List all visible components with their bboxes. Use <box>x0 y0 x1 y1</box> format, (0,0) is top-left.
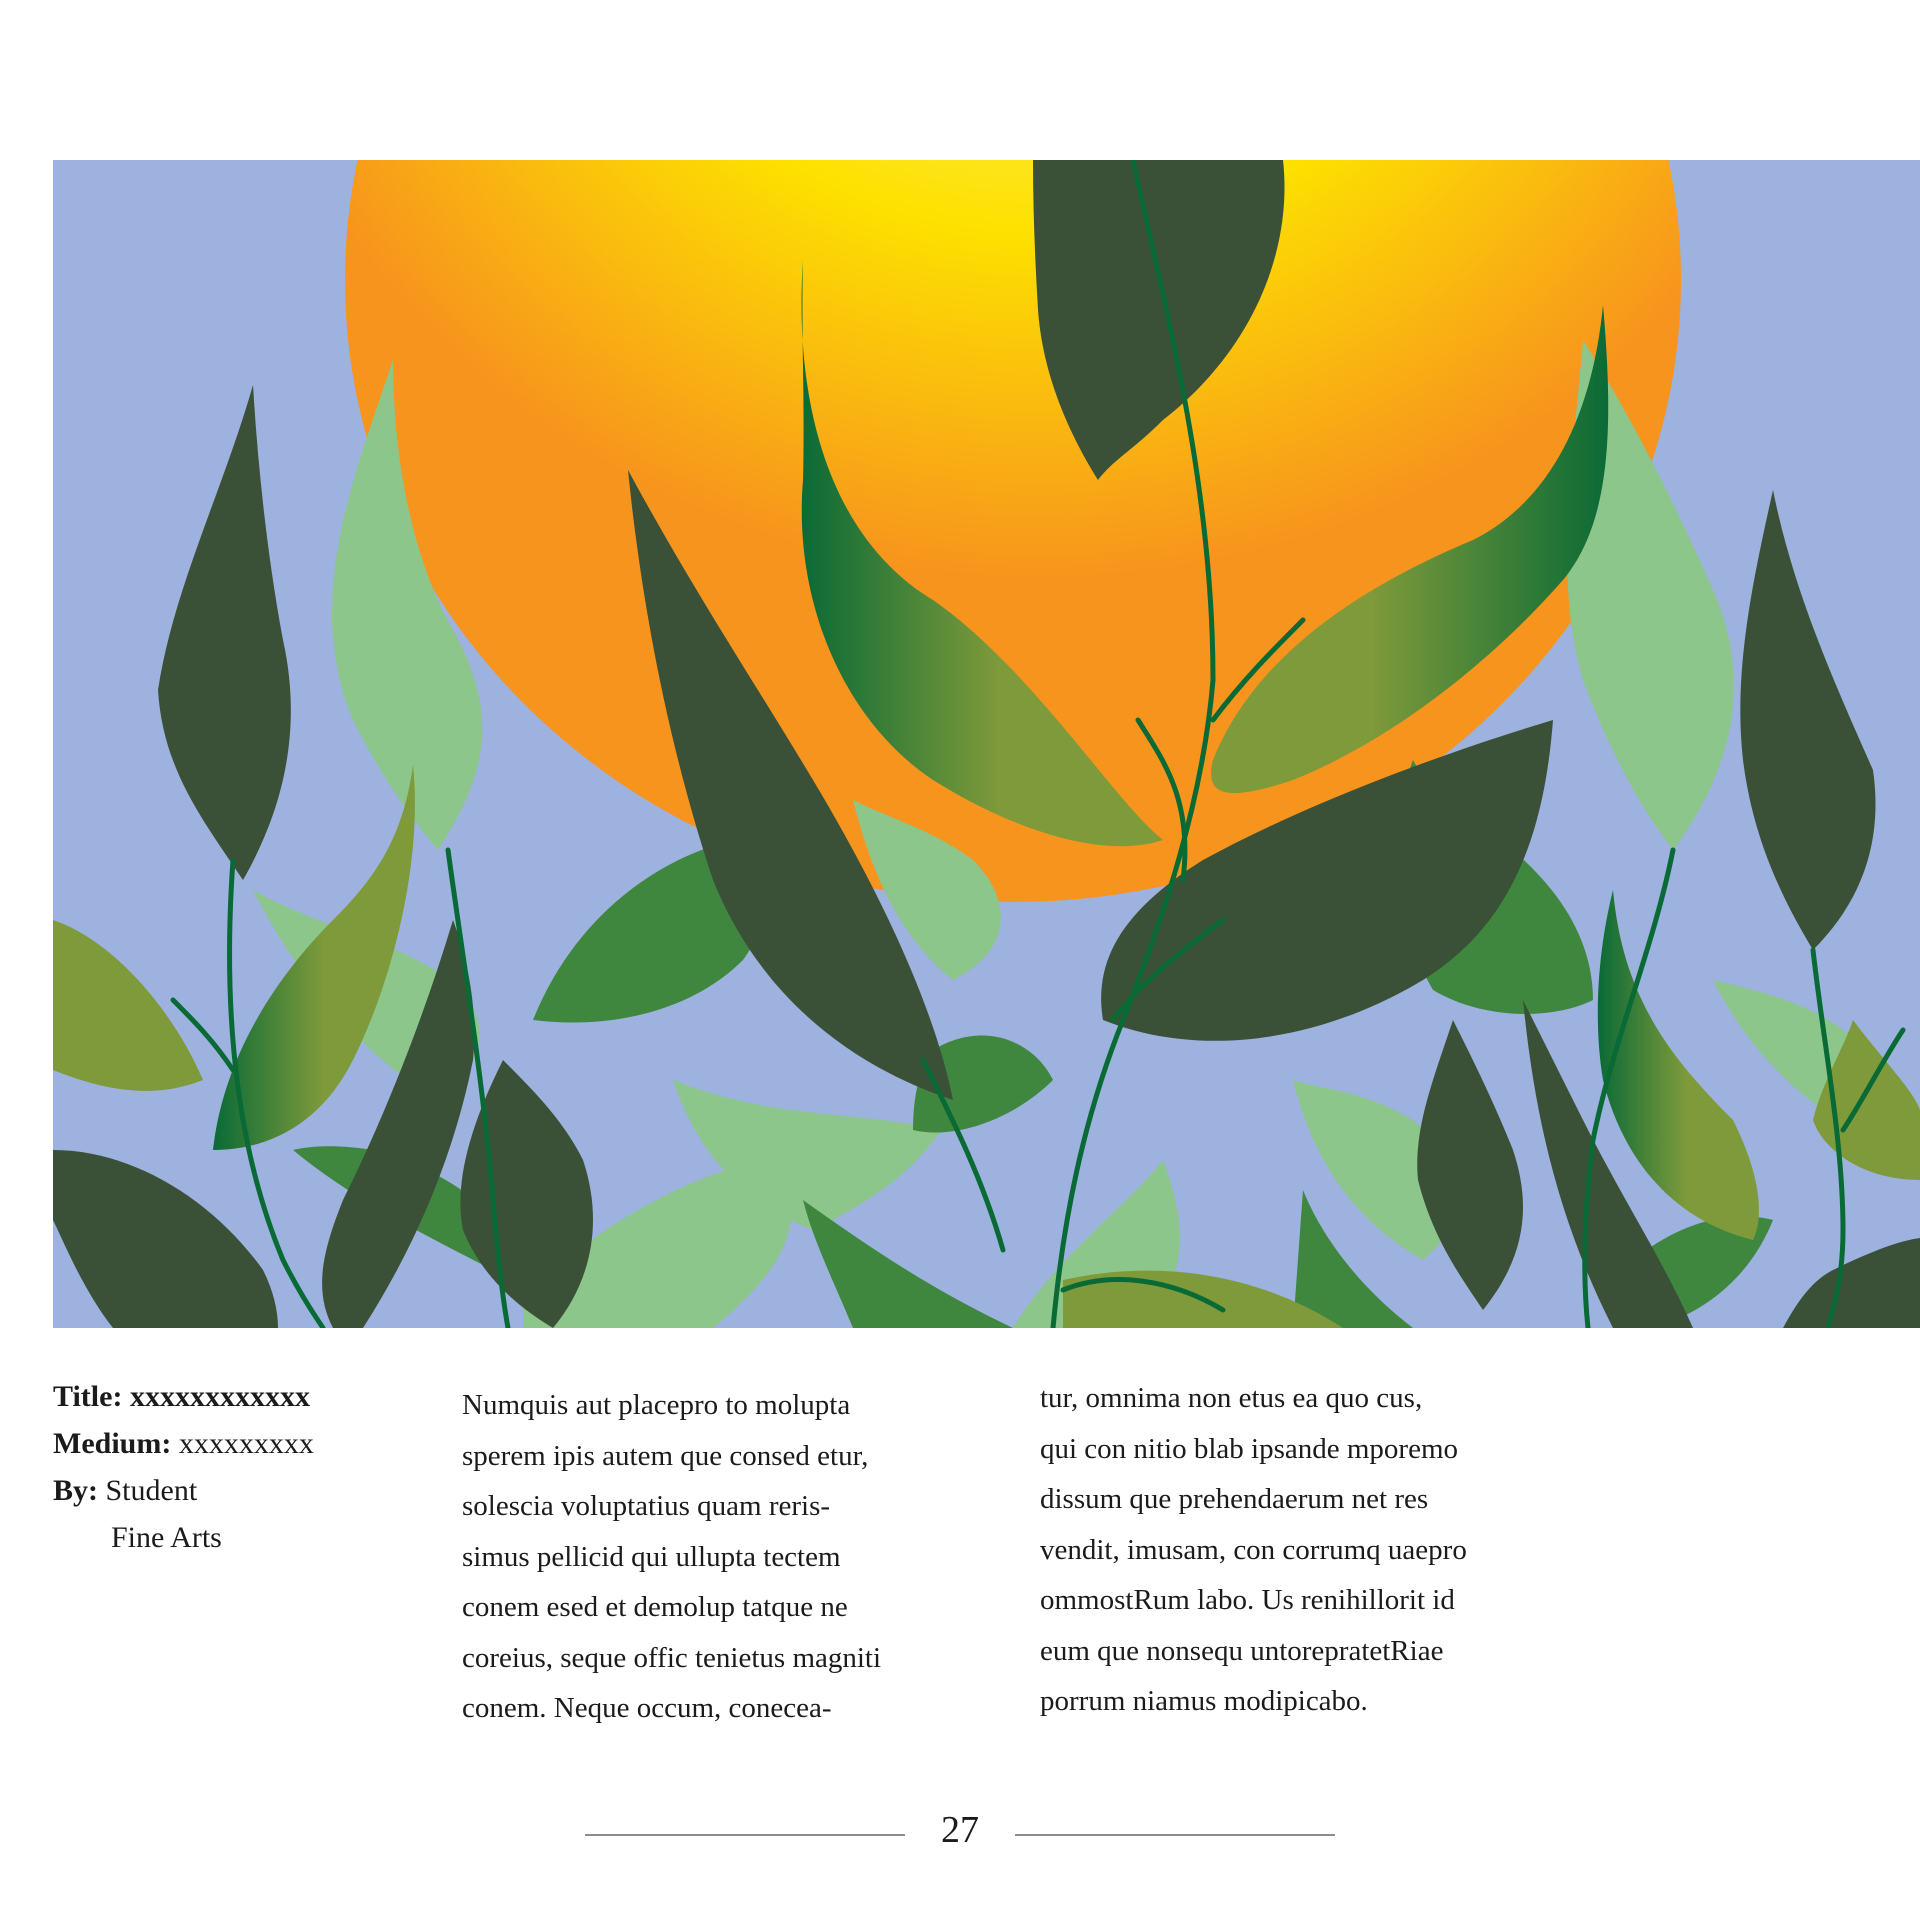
text-line: sperem ipis autem que consed etur, <box>462 1439 869 1472</box>
text-line: vendit, imusam, con corrumq uaepro <box>1040 1533 1467 1566</box>
text-line: ommostRum labo. Us renihillorit id <box>1040 1584 1455 1616</box>
department-row <box>53 1514 314 1561</box>
body-column-2 <box>1040 1373 1580 1727</box>
text-line: Numquis aut placepro to molupta <box>462 1389 851 1421</box>
title-row <box>53 1373 314 1420</box>
medium-value: xxxxxxxxx <box>178 1427 314 1460</box>
text-line: dissum que prehendaerum net res <box>1040 1483 1429 1515</box>
artwork-illustration <box>53 160 1920 1328</box>
text-line: solescia voluptatius quam reris- <box>462 1490 831 1522</box>
medium-row <box>53 1420 314 1467</box>
by-row <box>53 1467 314 1514</box>
text-line: conem. Neque occum, conecea- <box>462 1692 832 1724</box>
text-line: tur, omnima non etus ea quo cus, <box>1040 1382 1423 1414</box>
text-line: porrum niamus modipicabo. <box>1040 1685 1368 1717</box>
artist-name: Student <box>105 1474 198 1507</box>
text-line: conem esed et demolup tatque ne <box>462 1591 848 1623</box>
page-number: 27 <box>941 1809 979 1851</box>
title-label: Title: <box>53 1380 123 1413</box>
body-column-1 <box>462 1380 1002 1734</box>
text-line: coreius, seque offic tenietus magniti <box>462 1641 882 1674</box>
medium-label: Medium: <box>53 1427 172 1460</box>
body-paragraph <box>1040 1373 1580 1727</box>
footer-rule-left <box>585 1834 905 1836</box>
by-label: By: <box>53 1474 98 1507</box>
artist-department: Fine Arts <box>111 1521 222 1554</box>
text-line: qui con nitio blab ipsande mporemo <box>1040 1432 1459 1465</box>
title-value: xxxxxxxxxxxx <box>129 1380 310 1413</box>
artwork-caption <box>53 1373 314 1561</box>
text-line: eum que nonsequ untorepratetRiae <box>1040 1634 1444 1667</box>
footer-rule-right <box>1015 1834 1335 1836</box>
text-line: simus pellicid qui ullupta tectem <box>462 1540 841 1573</box>
body-paragraph <box>462 1380 1002 1734</box>
